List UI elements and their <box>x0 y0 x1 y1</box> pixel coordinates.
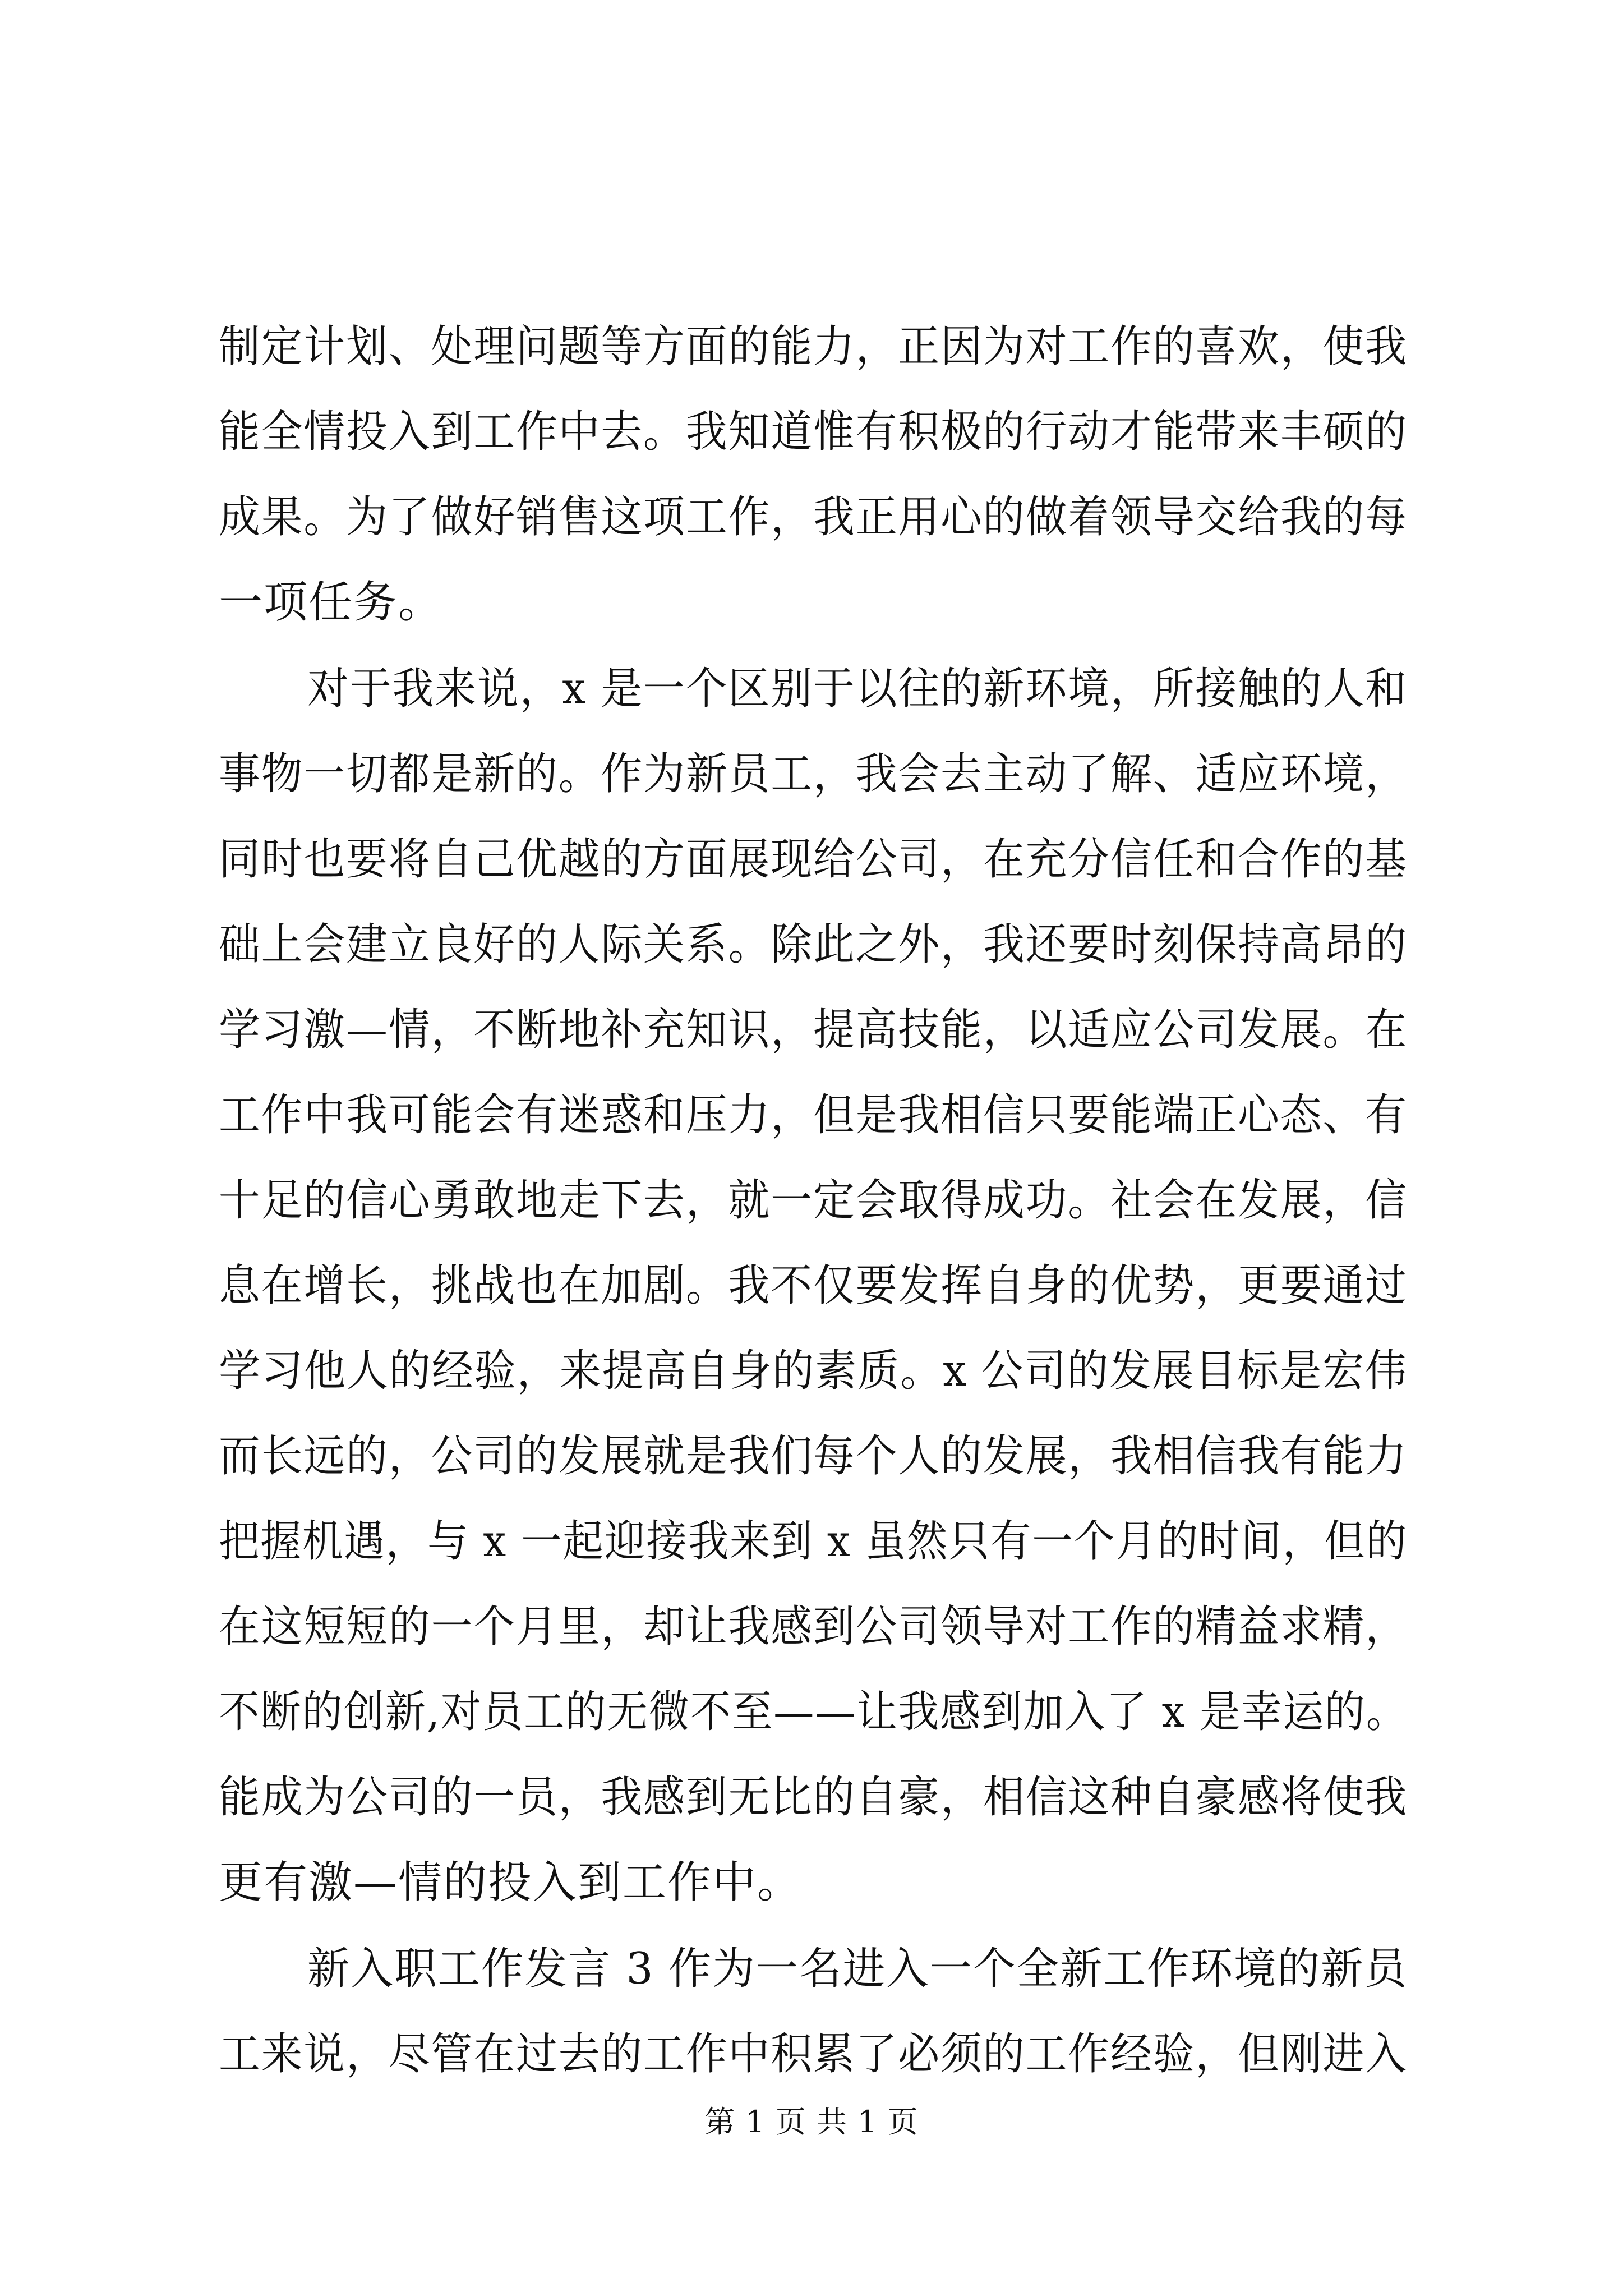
body-line <box>0 398 1623 466</box>
body-line <box>0 569 1623 636</box>
body-line <box>0 313 1623 380</box>
body-line <box>0 740 1623 808</box>
body-line-text: 对于我来说，x 是一个区别于以往的新环境，所接触的人和 <box>307 664 1408 714</box>
body-line <box>0 1849 1623 1916</box>
body-line <box>0 484 1623 551</box>
body-line <box>0 911 1623 978</box>
body-line <box>0 826 1623 893</box>
body-line-text: 更有激—情的投入到工作中。 <box>219 1857 803 1908</box>
body-line <box>0 996 1623 1064</box>
body-line <box>0 1764 1623 1831</box>
body-line <box>0 1082 1623 1149</box>
body-line-text: 不断的创新,对员工的无微不至——让我感到加入了 x 是幸运的。 <box>219 1687 1408 1737</box>
body-line-text: 础上会建立良好的人际关系。除此之外，我还要时刻保持高昂的 <box>219 919 1408 970</box>
body-line <box>0 1593 1623 1660</box>
body-line-text: 学习他人的经验，来提高自身的素质。x 公司的发展目标是宏伟 <box>219 1346 1408 1396</box>
body-line-text: 制定计划、处理问题等方面的能力，正因为对工作的喜欢，使我 <box>219 321 1408 372</box>
body-line-text: 事物一切都是新的。作为新员工，我会去主动了解、适应环境， <box>219 749 1408 799</box>
body-line-text: 把握机遇，与 x 一起迎接我来到 x 虽然只有一个月的时间，但的 <box>219 1516 1408 1567</box>
body-line-text: 工作中我可能会有迷惑和压力，但是我相信只要能端正心态、有 <box>219 1090 1408 1140</box>
body-line <box>0 655 1623 723</box>
body-line-text: 工来说，尽管在过去的工作中积累了必须的工作经验，但刚进入 <box>219 2029 1408 2079</box>
body-line-text: 成果。为了做好销售这项工作，我正用心的做着领导交给我的每 <box>219 492 1408 542</box>
body-line <box>0 2021 1623 2088</box>
body-line <box>0 1167 1623 1234</box>
body-line <box>0 1423 1623 1490</box>
page-footer: 第 1 页 共 1 页 <box>704 2104 919 2139</box>
body-line-text: 能全情投入到工作中去。我知道惟有积极的行动才能带来丰硕的 <box>219 407 1408 457</box>
body-line-text: 在这短短的一个月里，却让我感到公司领导对工作的精益求精， <box>219 1602 1408 1652</box>
body-line-text: 同时也要将自己优越的方面展现给公司，在充分信任和合作的基 <box>219 834 1408 885</box>
body-line <box>0 1252 1623 1319</box>
body-line-text: 十足的信心勇敢地走下去，就一定会取得成功。社会在发展，信 <box>219 1175 1408 1226</box>
body-line-text: 学习激—情，不断地补充知识，提高技能，以适应公司发展。在 <box>219 1005 1408 1055</box>
body-line-text: 息在增长，挑战也在加剧。我不仅要发挥自身的优势，更要通过 <box>219 1260 1408 1311</box>
body-line-text: 能成为公司的一员，我感到无比的自豪，相信这种自豪感将使我 <box>219 1772 1408 1823</box>
body-line-text: 一项任务。 <box>219 577 444 628</box>
body-line <box>0 1337 1623 1405</box>
body-line <box>0 1935 1623 2003</box>
body-line-text: 而长远的，公司的发展就是我们每个人的发展，我相信我有能力 <box>219 1431 1408 1481</box>
body-line <box>0 1508 1623 1575</box>
body-line <box>0 1678 1623 1746</box>
body-line-text: 新入职工作发言 3 作为一名进入一个全新工作环境的新员 <box>307 1944 1408 1994</box>
